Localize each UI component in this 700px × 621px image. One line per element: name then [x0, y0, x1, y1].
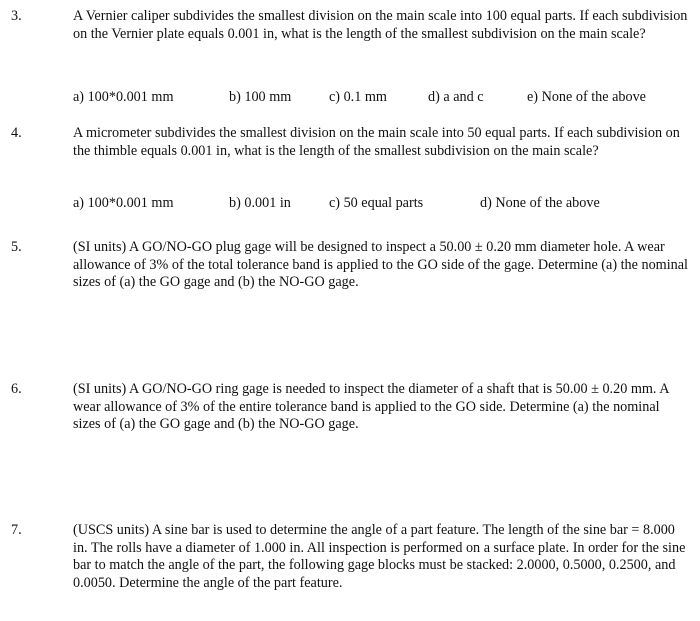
- answer-options-q4: [0, 195, 700, 213]
- option-c: c) 0.1 mm: [329, 89, 387, 105]
- question-text: (USCS units) A sine bar is used to determine the angle of a part feature. The length of the sine bar = 8.000 in. The rolls have a diameter of 1.000 in. All inspection is performed on a surface plate. In order for the sine bar to match the angle of the part, the following gage blocks must be stacked: 2.0000, 0.5000, 0.2500, and 0.0050. Determine the angle of the part feature.: [73, 522, 686, 591]
- question-text: (SI units) A GO/NO-GO plug gage will be designed to inspect a 50.00 ± 0.20 mm diameter hole. A wear allowance of 3% of the total tolerance band is applied to the GO side of the gage. Determine (a) the nominal sizes of (a) the GO gage and (b) the NO-GO gage.: [73, 239, 688, 291]
- question-number: 7.: [11, 522, 22, 538]
- question-number: 5.: [11, 239, 22, 255]
- question-text: (SI units) A GO/NO-GO ring gage is needed to inspect the diameter of a shaft that is 50.00 ± 0.20 mm. A wear allowance of 3% of the entire tolerance band is applied to the GO side. Determine (a) the nominal sizes of (a) the GO gage and (b) the NO-GO gage.: [73, 381, 669, 433]
- option-d: d) None of the above: [480, 195, 600, 211]
- option-a: a) 100*0.001 mm: [73, 89, 174, 105]
- option-a: a) 100*0.001 mm: [73, 195, 174, 211]
- option-d: d) a and c: [428, 89, 484, 105]
- question-number: 6.: [11, 381, 22, 397]
- option-b: b) 100 mm: [229, 89, 292, 105]
- option-c: c) 50 equal parts: [329, 195, 424, 211]
- question-text: A Vernier caliper subdivides the smallest division on the main scale into 100 equal parts. If each subdivision on the Vernier plate equals 0.001 in, what is the length of the smallest subdivision on the main scale?: [73, 8, 688, 42]
- option-e: e) None of the above: [527, 89, 646, 105]
- question-number: 3.: [11, 8, 22, 24]
- question-number: 4.: [11, 125, 22, 141]
- answer-options-q3: [0, 89, 700, 107]
- option-b: b) 0.001 in: [229, 195, 291, 211]
- question-text: A micrometer subdivides the smallest division on the main scale into 50 equal parts. If each subdivision on the thimble equals 0.001 in, what is the length of the smallest subdivision on the main scale?: [73, 125, 680, 159]
